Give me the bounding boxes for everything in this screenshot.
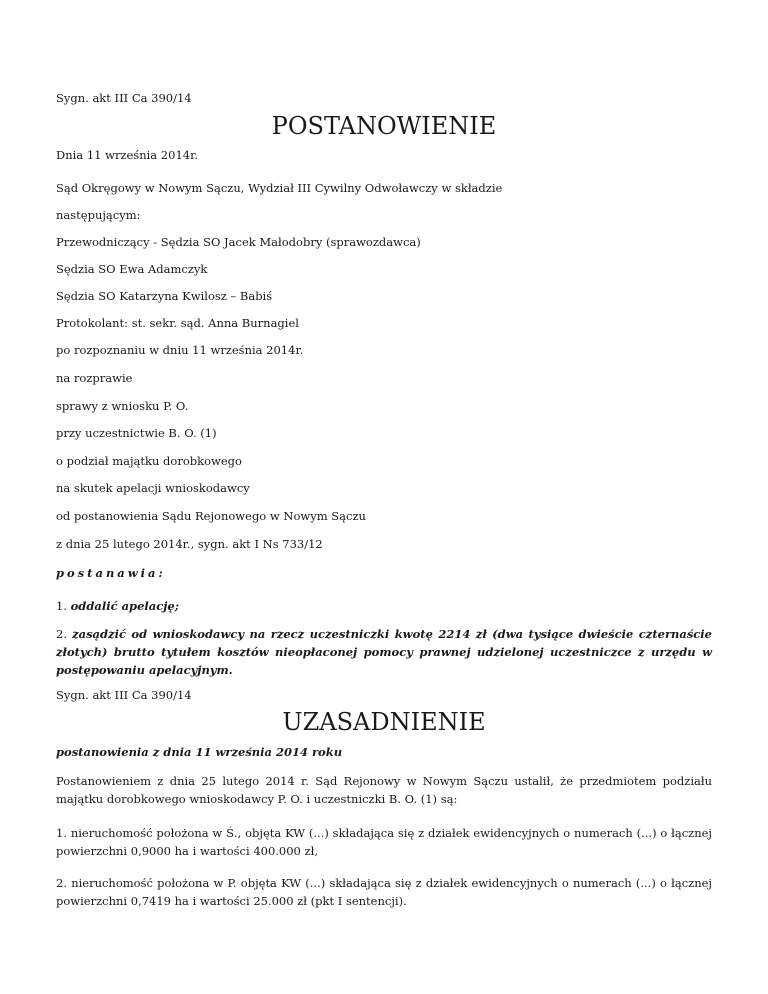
- property-item-number: 2.: [56, 876, 67, 890]
- ruling-item: [56, 625, 712, 679]
- property-item: [56, 874, 712, 910]
- case-reference: Sygn. akt III Ca 390/14: [56, 91, 192, 105]
- ruling-item-text: oddalić apelację;: [70, 599, 179, 613]
- judge-line: Sędzia SO Katarzyna Kwilosz – Babiś: [56, 289, 273, 303]
- proceedings-line: od postanowienia Sądu Rejonowego w Nowym Sączu: [56, 509, 366, 523]
- proceedings-line: sprawy z wniosku P. O.: [56, 399, 189, 413]
- ruling-label: postanawia:: [56, 566, 166, 580]
- proceedings-line: z dnia 25 lutego 2014r., sygn. akt I Ns 733/12: [56, 537, 323, 551]
- proceedings-line: przy uczestnictwie B. O. (1): [56, 426, 217, 440]
- proceedings-line: po rozpoznaniu w dniu 11 września 2014r.: [56, 343, 304, 357]
- property-item-text: nieruchomość położona w P. objęta KW (...) składająca się z działek ewidencyjnych o numerach (...) o łącznej powierzchni 0,7419 ha i wartości 25.000 zł (pkt I sentencji).: [56, 876, 712, 908]
- proceedings-line: na skutek apelacji wnioskodawcy: [56, 481, 250, 495]
- proceedings-line: o podział majątku dorobkowego: [56, 454, 242, 468]
- court-line: Sąd Okręgowy w Nowym Sączu, Wydział III Cywilny Odwoławczy w składzie: [56, 181, 503, 195]
- justification-title: UZASADNIENIE: [282, 708, 486, 736]
- justification-intro: Postanowieniem z dnia 25 lutego 2014 r. Sąd Rejonowy w Nowym Sączu ustalił, że przedmiotem podziału majątku dorobkowego wnioskodawcy P. O. i uczestniczki B. O. (1) są:: [56, 774, 712, 806]
- proceedings-line: na rozprawie: [56, 371, 133, 385]
- ruling-item-number: 1.: [56, 599, 67, 613]
- justification-subtitle: postanowienia z dnia 11 września 2014 roku: [56, 745, 343, 759]
- property-item-text: nieruchomość położona w Ś., objęta KW (...) składająca się z działek ewidencyjnych o numerach (...) o łącznej powierzchni 0,9000 ha i wartości 400.000 zł,: [56, 826, 713, 858]
- decision-date: Dnia 11 września 2014r.: [56, 148, 198, 162]
- ruling-item-number: 2.: [56, 627, 67, 641]
- judge-line: Sędzia SO Ewa Adamczyk: [56, 262, 208, 276]
- case-reference: Sygn. akt III Ca 390/14: [56, 688, 192, 702]
- property-item: [56, 824, 712, 860]
- presiding-judge: Przewodniczący - Sędzia SO Jacek Małodobry (sprawozdawca): [56, 235, 421, 249]
- ruling-item: [56, 598, 179, 614]
- court-line-continued: następującym:: [56, 208, 141, 222]
- property-item-number: 1.: [56, 826, 67, 840]
- court-clerk: Protokolant: st. sekr. sąd. Anna Burnagiel: [56, 316, 299, 330]
- document-title: POSTANOWIENIE: [271, 112, 497, 140]
- ruling-item-text: zasądzić od wnioskodawcy na rzecz uczestniczki kwotę 2214 zł (dwa tysiące dwieście czternaście złotych) brutto tytułem kosztów nieopłaconej pomocy prawnej udzielonej uczestniczce z urzędu w postępowaniu apelacyjnym.: [56, 627, 712, 677]
